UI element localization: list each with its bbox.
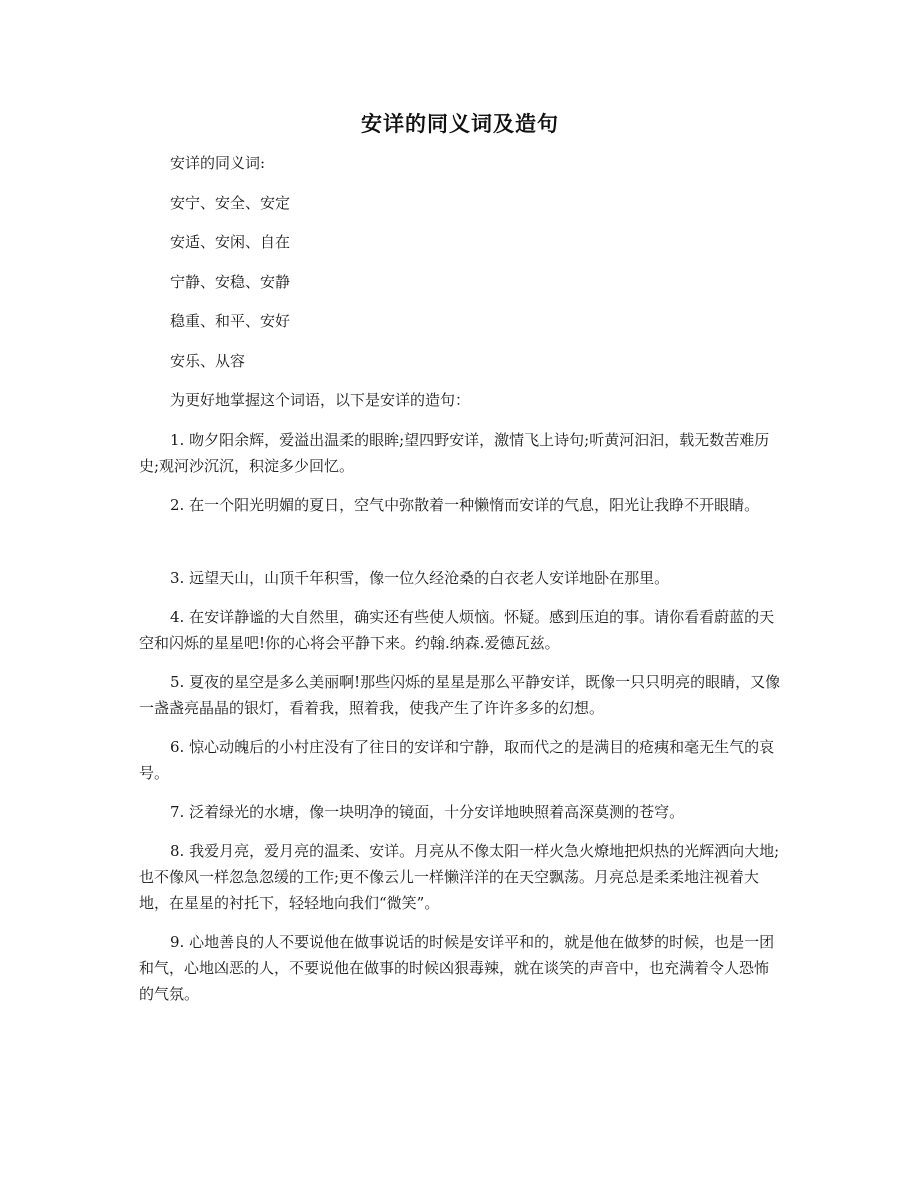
example-sentence: 9. 心地善良的人不要说他在做事说话的时候是安详平和的，就是他在做梦的时候，也是一团和气，心地凶恶的人，不要说他在做事的时候凶狠毒辣，就在谈笑的声音中，也充满着令人恐怖的气氛。 [139,932,775,1003]
sentences-section [139,427,781,1007]
example-sentence: 1. 吻夕阳余辉，爱溢出温柔的眼眸;望四野安详，激情飞上诗句;听黄河汩汩，载无数苦难历史;观河沙沉沉，积淀多少回忆。 [139,430,770,475]
intro-paragraph: 为更好地掌握这个词语，以下是安详的造句： [170,391,471,409]
synonym-line: 安适、安闲、自在 [170,233,291,251]
example-sentence: 6. 惊心动魄后的小村庄没有了往日的安详和宁静，取而代之的是满目的疮痍和毫无生气的哀号。 [139,737,775,782]
example-sentence: 7. 泛着绿光的水塘，像一块明净的镜面，十分安详地映照着高深莫测的苍穹。 [170,802,685,821]
synonyms-heading: 安详的同义词: [170,154,266,172]
document-title: 安详的同义词及造句 [361,111,559,136]
synonym-line: 宁静、安稳、安静 [170,272,291,291]
example-sentence: 2. 在一个阳光明媚的夏日，空气中弥散着一种懒惰而安详的气息，阳光让我睁不开眼睛。 [170,495,760,514]
document-body [139,150,781,1020]
synonym-line: 稳重、和平、安好 [170,312,291,330]
example-sentence: 5. 夏夜的星空是多么美丽啊!那些闪烁的星星是那么平静安详，既像一只只明亮的眼睛，又像一盏盏亮晶晶的银灯，看着我，照着我，使我产生了许许多多的幻想。 [139,672,781,717]
example-sentence: 3. 远望天山，山顶千年积雪，像一位久经沧桑的白衣老人安详地卧在那里。 [170,568,670,587]
synonyms-section [139,150,781,413]
synonym-line: 安宁、安全、安定 [170,193,291,212]
paragraph-gap [139,531,781,565]
synonym-line: 安乐、从容 [170,351,246,370]
example-sentence: 8. 我爱月亮，爱月亮的温柔、安详。月亮从不像太阳一样火急火燎地把炽热的光辉洒向大地;也不像风一样忽急忽缓的工作;更不像云儿一样懒洋洋的在天空飘荡。月亮总是柔柔地注视着大地，在星星的衬托下，轻轻地向我们“微笑”。 [139,841,780,912]
example-sentence: 4. 在安详静谧的大自然里，确实还有些使人烦恼。怀疑。感到压迫的事。请你看看蔚蓝的天空和闪烁的星星吧!你的心将会平静下来。约翰.纳森.爱德瓦兹。 [139,607,775,652]
